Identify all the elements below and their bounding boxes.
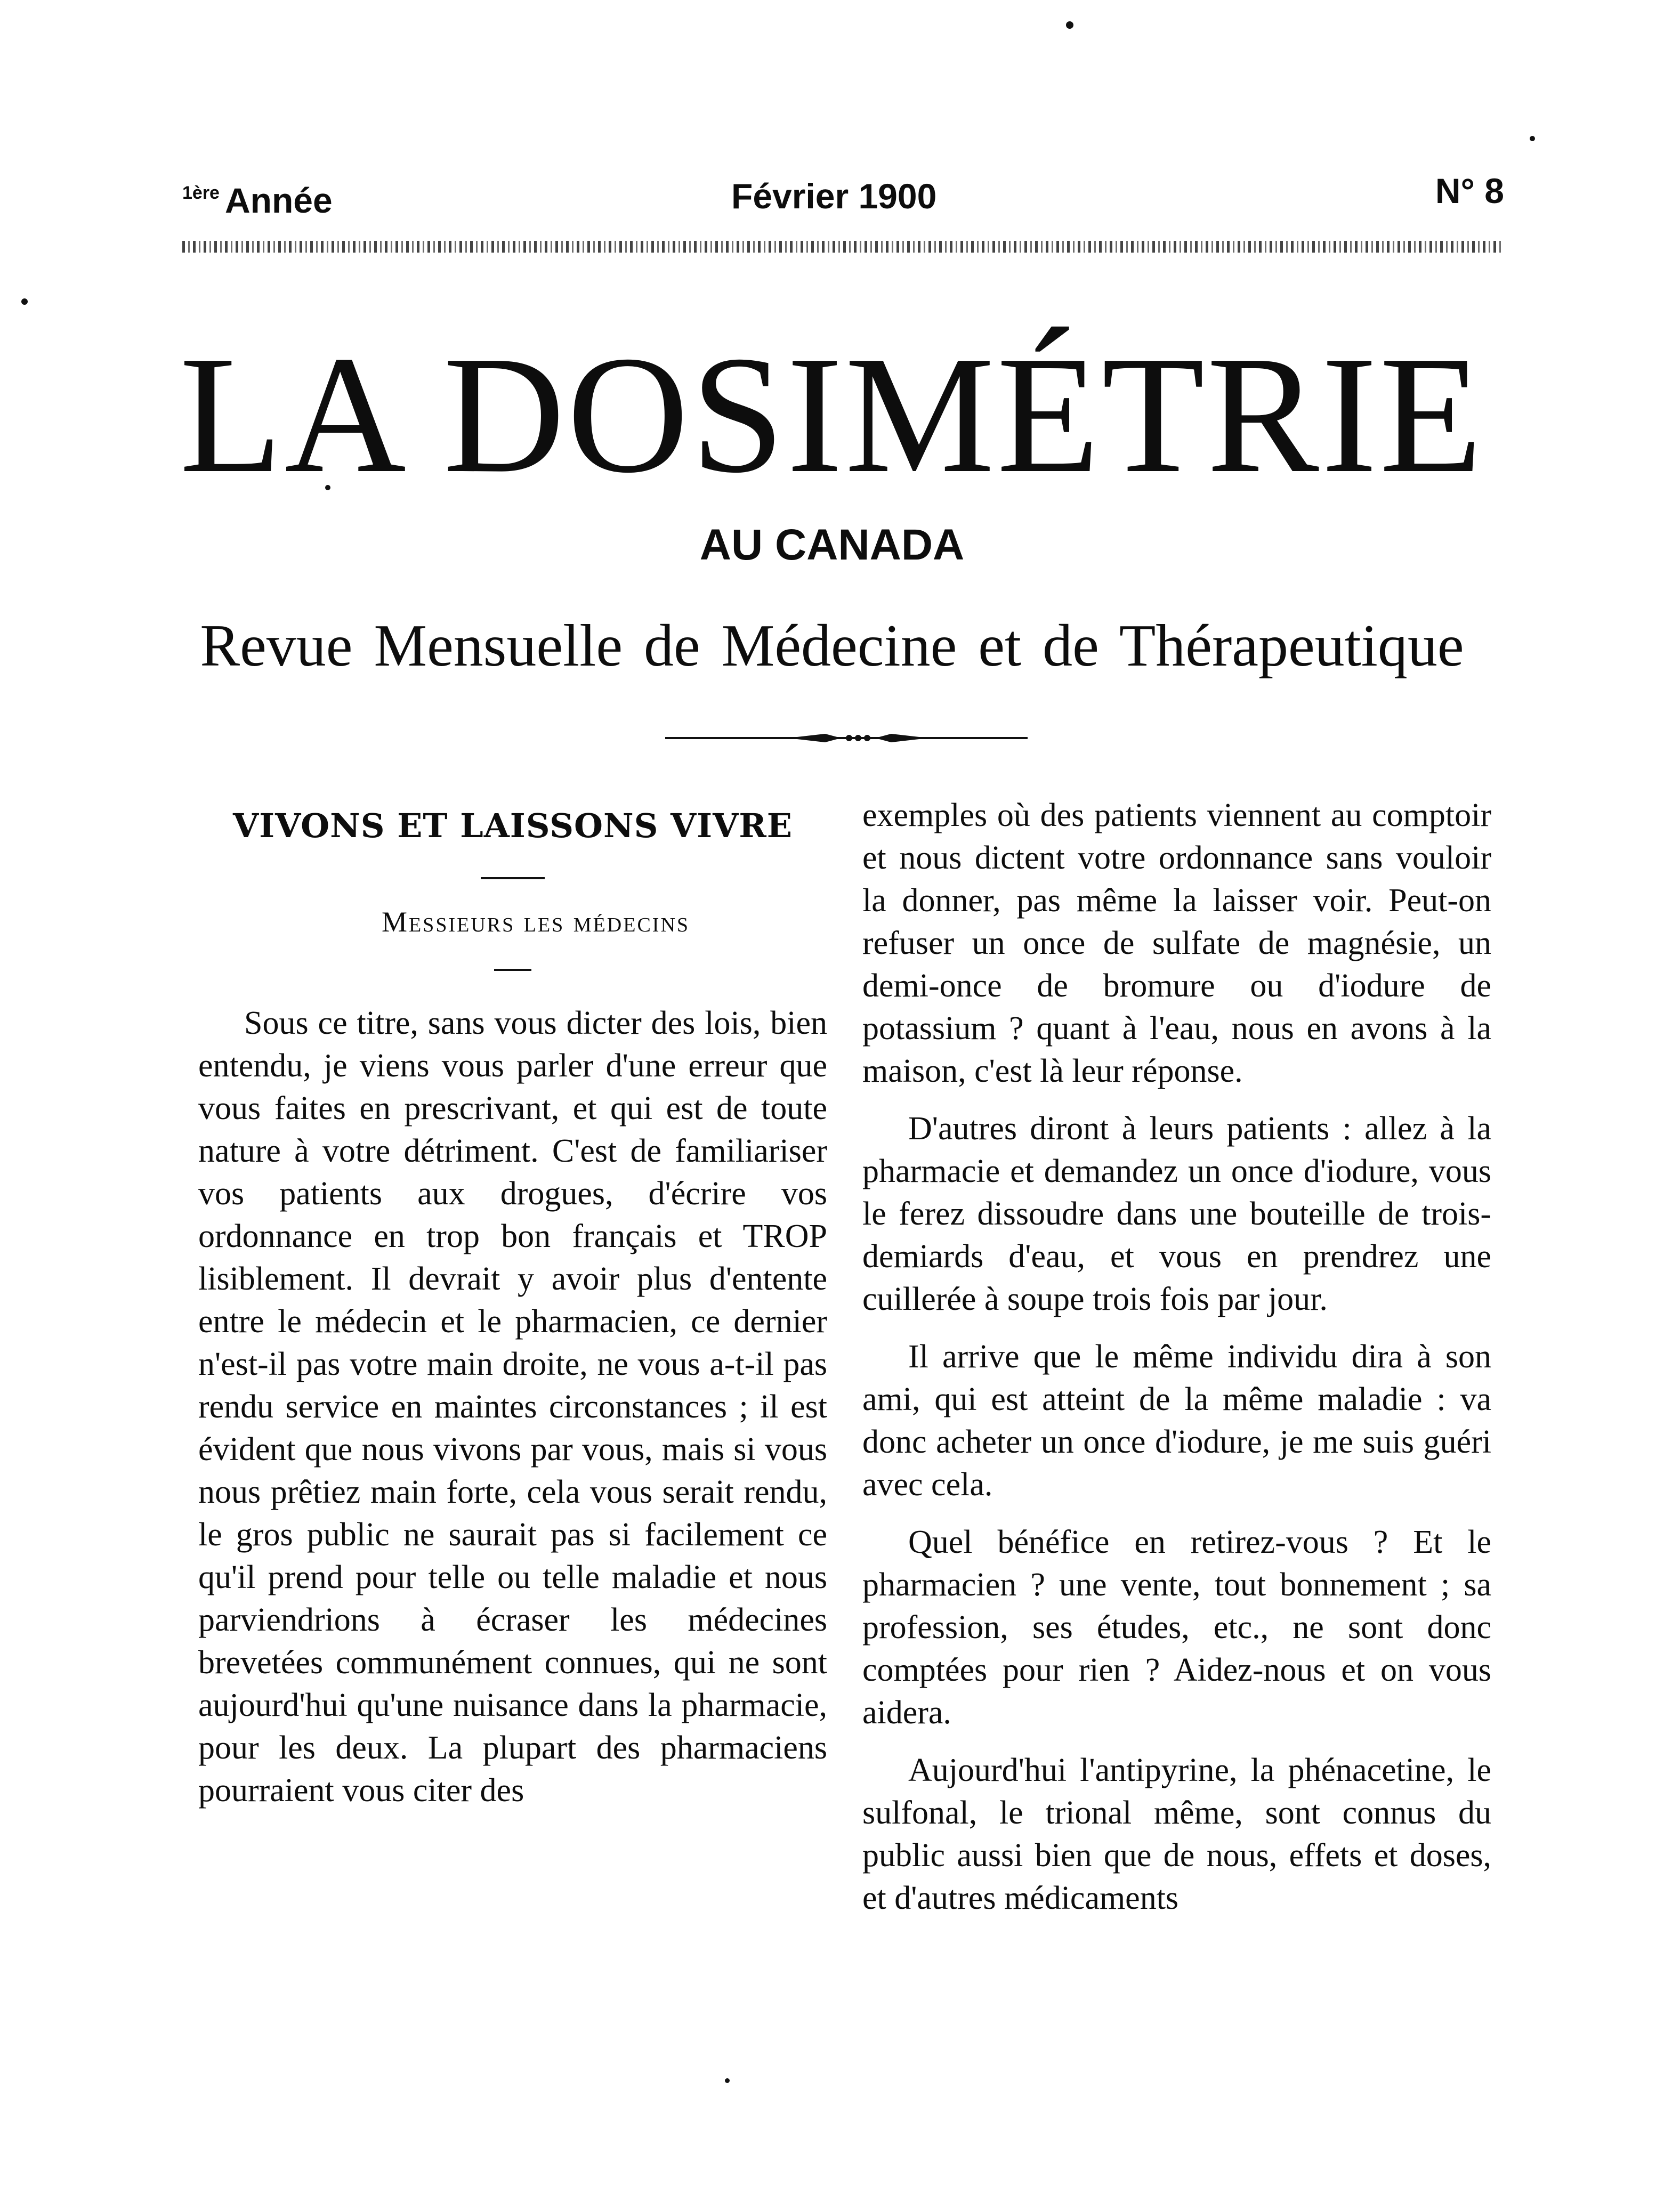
year-superscript: 1ère <box>182 183 220 203</box>
scan-speck <box>1530 136 1535 141</box>
issue-date: Février 1900 <box>731 176 937 216</box>
article-title: VIVONS ET LAISSONS VIVRE <box>232 806 793 845</box>
title-rule <box>481 877 545 879</box>
issue-number: N° 8 <box>1435 171 1504 210</box>
scan-speck <box>725 2078 730 2083</box>
right-column <box>862 794 1491 1919</box>
article-paragraph: D'autres diront à leurs patients : allez à la pharmacie et demandez un once d'iodure, vous le ferez dissoudre dans une bouteille de trois-demiards d'eau, et vous en prendrez une cuillerée à soupe trois fois par jour. <box>862 1111 1491 1317</box>
masthead-subtitle: AU CANADA <box>699 521 965 569</box>
article-paragraph: Aujourd'hui l'antipyrine, la phénacetine, le sulfonal, le trional même, sont connus du public aussi bien que de nous, effets et doses, et d'autres médicaments <box>862 1752 1491 1916</box>
scan-speck <box>21 298 28 305</box>
scan-speck <box>1066 21 1073 29</box>
left-column <box>198 794 827 1812</box>
masthead-tagline: Revue Mensuelle de Médecine et de Thérapeutique <box>200 613 1464 679</box>
article-paragraph: Quel bénéfice en retirez-vous ? Et le pharmacien ? une vente, tout bonnement ; sa profession, ses études, etc., ne sont donc comptées pour rien ? Aidez-nous et on vous aidera. <box>862 1524 1491 1731</box>
article-paragraph: Il arrive que le même individu dira à son ami, qui est atteint de la même maladie : va donc acheter un once d'iodure, je me suis guéri avec cela. <box>862 1339 1491 1503</box>
masthead-title: LA DOSIMÉTRIE <box>179 321 1485 508</box>
year-label: Année <box>224 181 333 220</box>
issue-header <box>182 171 1504 229</box>
header-dotted-rule <box>182 241 1504 253</box>
article-paragraph-continued: exemples où des patients viennent au comptoir et nous dictent votre ordonnance sans vouloir la donner, pas même la laisser voir. Peut-on refuser un once de sulfate de magnésie, un demi-once de bromure ou d'iodure de potassium ? quant à l'eau, nous en avons à la maison, c'est là leur réponse. <box>862 797 1491 1089</box>
ornament-divider <box>665 730 1028 746</box>
salutation-rule <box>494 969 531 971</box>
article-salutation: Messieurs les médecins <box>381 906 690 938</box>
article-paragraph: Sous ce titre, sans vous dicter des lois, bien entendu, je viens vous parler d'une erreur que vous faites en prescrivant, et qui est de toute nature à votre détriment. C'est de familiariser vos patients aux drogues, d'écrire vos ordonnance en trop bon français et TROP lisiblement. Il devrait y avoir plus d'entente entre le médecin et le pharmacien, ce dernier n'est-il pas votre main droite, ne vous a-t-il pas rendu service en maintes circonstances ; il est évident que nous vivons par vous, mais si vous nous prêtiez main forte, cela vous serait rendu, le gros public ne saurait pas si facilement ce qu'il prend pour telle ou telle maladie et nous parviendrions à écraser les médecines brevetées communément connues, qui ne sont aujourd'hui qu'une nuisance dans la pharmacie, pour les deux. La plupart des pharmaciens pourraient vous citer des <box>198 1005 827 1809</box>
issue-year <box>182 180 333 221</box>
